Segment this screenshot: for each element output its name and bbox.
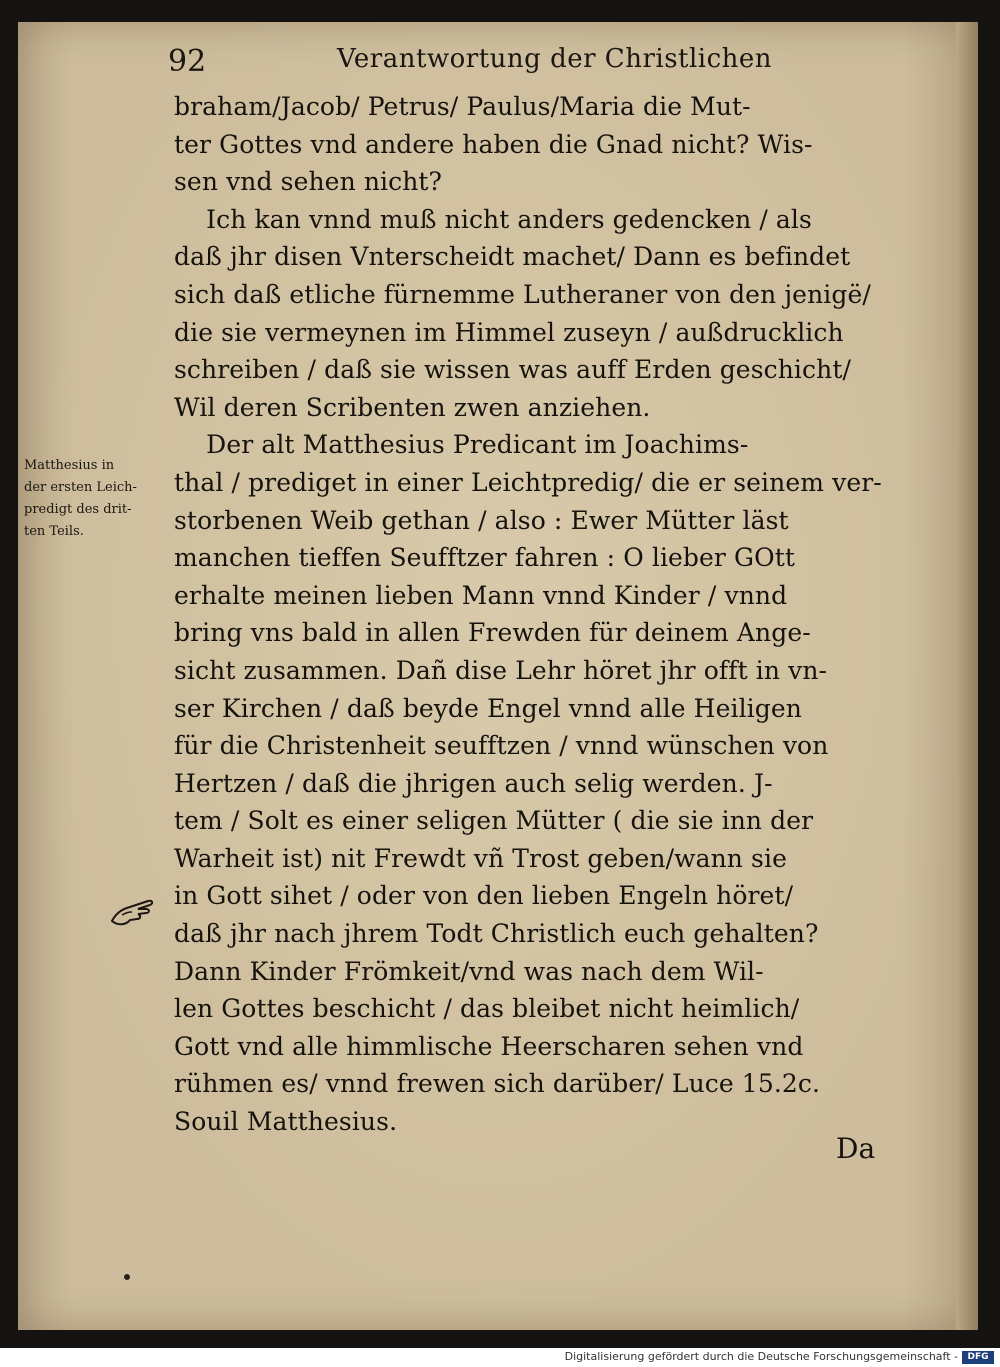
text-line: Gott vnd alle himmlische Heerscharen sehen vnd: [174, 1031, 804, 1061]
text-line: Warheit ist) nit Frewdt vñ Trost geben/wann sie: [174, 843, 787, 873]
text-line: rühmen es/ vnnd frewen sich darüber/ Luce 15.2c.: [174, 1069, 821, 1099]
text-line: sicht zusammen. Dañ dise Lehr höret jhr offt in vn-: [174, 655, 828, 685]
text-line: sich daß etliche fürnemme Lutheraner von den jenigë/: [174, 279, 871, 309]
marginal-note: [24, 455, 154, 543]
text-line: die sie vermeynen im Himmel zuseyn / außdrucklich: [174, 317, 844, 347]
text-line: sen vnd sehen nicht?: [174, 167, 443, 197]
text-line: Hertzen / daß die jhrigen auch selig werden. J-: [174, 768, 773, 798]
body-text: [174, 88, 882, 1141]
text-line: daß jhr disen Vnterscheidt machet/ Dann es befindet: [174, 242, 851, 272]
footer-credit: Digitalisierung gefördert durch die Deutsche Forschungsgemeinschaft -: [564, 1350, 958, 1363]
text-line: tem / Solt es einer seligen Mütter ( die sie inn der: [174, 806, 814, 836]
pointing-hand-icon: [108, 895, 158, 929]
text-line: Ich kan vnnd muß nicht anders gedencken / als: [174, 204, 812, 234]
text-line: Wil deren Scribenten zwen anziehen.: [174, 392, 651, 422]
text-line: in Gott sihet / oder von den lieben Engeln höret/: [174, 881, 794, 911]
dfg-logo-icon: DFG: [962, 1351, 994, 1364]
text-line: erhalte meinen lieben Mann vnnd Kinder / vnnd: [174, 580, 788, 610]
text-line: Dann Kinder Frömkeit/vnd was nach dem Wil-: [174, 956, 764, 986]
text-line: braham/Jacob/ Petrus/ Paulus/Maria die Mut-: [174, 92, 751, 121]
text-line: daß jhr nach jhrem Todt Christlich euch gehalten?: [174, 919, 819, 949]
running-head: Verantwortung der Christlichen: [337, 44, 773, 74]
text-line: storbenen Weib gethan / also : Ewer Mütter läst: [174, 505, 789, 535]
marginal-note-line: Matthesius in: [24, 458, 115, 473]
text-line: Souil Matthesius.: [174, 1107, 398, 1137]
text-line: bring vns bald in allen Frewden für deinem Ange-: [174, 618, 811, 648]
text-line: len Gottes beschicht / das bleibet nicht heimlich/: [174, 994, 800, 1024]
text-line: thal / prediget in einer Leichtpredig/ die er seinem ver-: [174, 467, 882, 497]
catchword: Da: [836, 1132, 876, 1165]
text-line: manchen tieffen Seufftzer fahren : O lieber GOtt: [174, 543, 795, 573]
text-line: ser Kirchen / daß beyde Engel vnnd alle Heiligen: [174, 693, 802, 723]
ink-speck: [124, 1274, 130, 1280]
page-gutter: [956, 22, 978, 1330]
text-line: ter Gottes vnd andere haben die Gnad nicht? Wis-: [174, 129, 813, 159]
marginal-note-line: ten Teils.: [24, 524, 84, 539]
marginal-note-line: der ersten Leich-: [24, 480, 137, 495]
text-line: schreiben / daß sie wissen was auff Erden geschicht/: [174, 355, 851, 385]
marginal-note-line: predigt des drit-: [24, 502, 132, 517]
page-number: 92: [168, 44, 207, 79]
text-line: Der alt Matthesius Predicant im Joachims-: [174, 430, 749, 460]
text-line: für die Christenheit seufftzen / vnnd wünschen von: [174, 731, 829, 761]
